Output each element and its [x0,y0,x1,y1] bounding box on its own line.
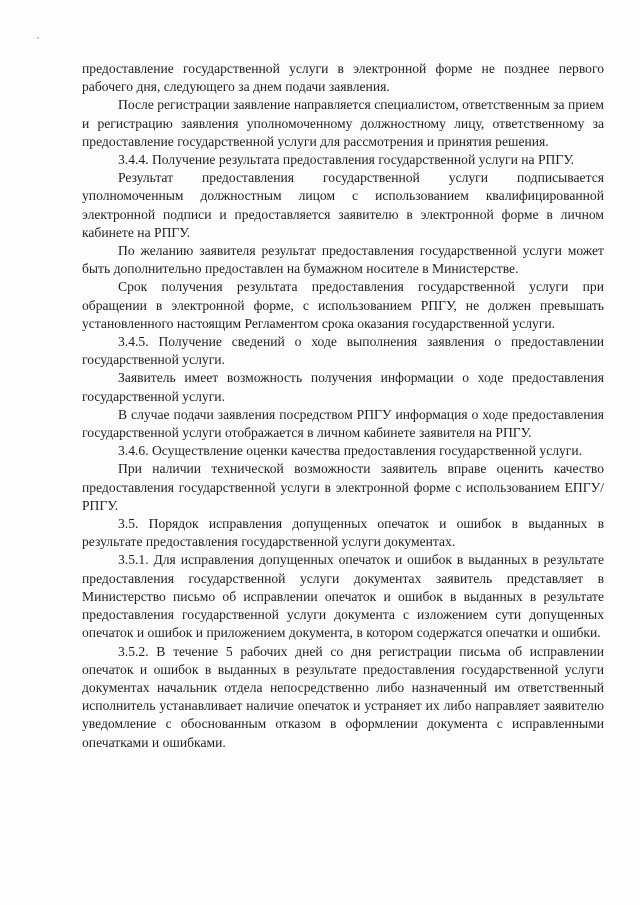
paragraph-quality-assessment: При наличии технической возможности заявитель вправе оценить качество предоставления государственной услуги в электронной форме с использованием ЕПГУ/РПГУ. [82,461,604,513]
paragraph-3-5-heading: 3.5. Порядок исправления допущенных опечаток и ошибок в выданных в результате предоставления государственной услуги документах. [82,516,604,550]
paragraph-3-4-6-heading: 3.4.6. Осуществление оценки качества предоставления государственной услуги. [118,443,583,459]
paragraph-result-signing: Результат предоставления государственной услуги подписывается уполномоченным должностным лицом с использованием квалифицированной электронной подписи и предоставляется заявителю в электронной форме в личном кабинете на РПГУ. [82,170,604,240]
paragraph-applicant-info: Заявитель имеет возможность получения информации о ходе предоставления государственной услуги. [82,370,604,404]
document-body [82,60,604,752]
paragraph-rpgu-cabinet: В случае подачи заявления посредством РПГУ информация о ходе предоставления государственной услуги отображается в личном кабинете заявителя на РПГУ. [82,406,604,441]
paragraph-paper-result: По желанию заявителя результат предоставления государственной услуги может быть дополнительно предоставлен на бумажном носителе в Министерстве. [82,243,604,277]
paragraph-3-5-2: 3.5.2. В течение 5 рабочих дней со дня регистрации письма об исправлении опечаток и ошибок в выданных в результате предоставления государственной услуги документах начальник отдела непосредственно либо назначенный им ответственный исполнитель устанавливает наличие опечаток и устраняет их либо направляет заявителю уведомление с обоснованным отказом в оформлении документа с исправленными опечатками и ошибками. [82,643,604,750]
paragraph-result-term: Срок получения результата предоставления государственной услуги при обращении в электронной форме, с использованием РПГУ, не должен превышать установленного настоящим Регламентом срока оказания государственной услуги. [82,279,604,331]
paragraph-3-4-4-heading: 3.4.4. Получение результата предоставления государственной услуги на РПГУ. [118,152,575,168]
paragraph-3-5-1: 3.5.1. Для исправления допущенных опечаток и ошибок в выданных в результате предоставления государственной услуги документах заявитель представляет в Министерство письмо об исправлении опечаток и ошибок в выданных в результате предоставления государственной услуги документа с изложением сути допущенных опечаток и ошибок и приложением документа, в котором содержатся опечатки и ошибки. [82,552,604,641]
scan-speck [37,37,39,39]
paragraph-registration: После регистрации заявление направляется специалистом, ответственным за прием и регистрацию заявления уполномоченному должностному лицу, ответственному за предоставление государственной услуги для рассмотрения и принятия решения. [82,97,604,149]
paragraph-3-4-5-heading: 3.4.5. Получение сведений о ходе выполнения заявления о предоставлении государственной услуги. [82,334,604,368]
paragraph-continuation: предоставление государственной услуги в электронной форме не позднее первого рабочего дня, следующего за днем подачи заявления. [82,61,604,95]
